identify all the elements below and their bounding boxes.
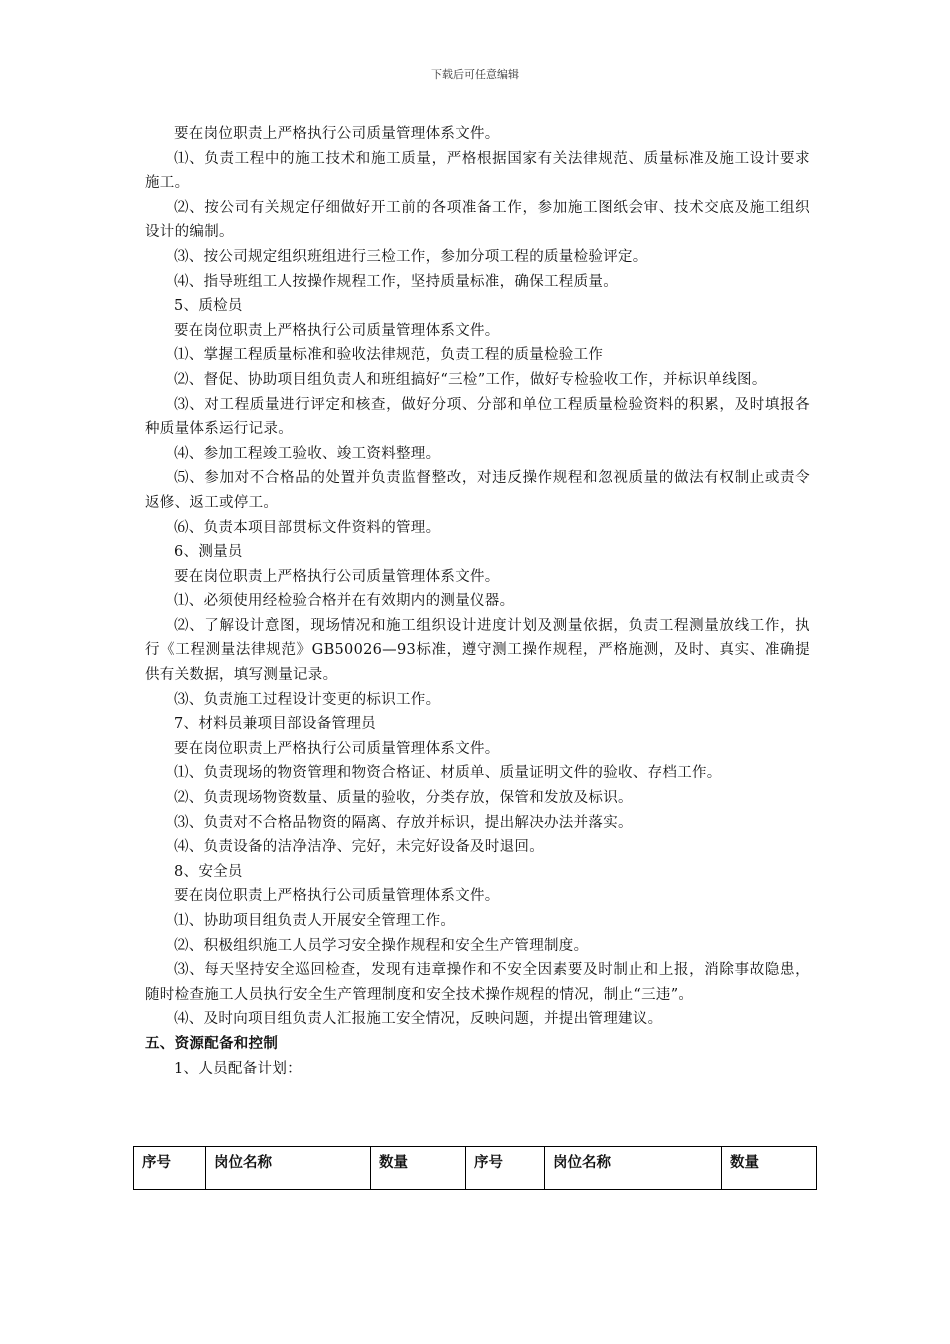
paragraph: ⑶、负责施工过程设计变更的标识工作。	[174, 691, 441, 708]
paragraph: ⑶、对工程质量进行评定和核查，做好分项、分部和单位工程质量检验资料的积累，及时填报各种质量体系运行记录。	[145, 396, 810, 438]
paragraph: ⑵、了解设计意图，现场情况和施工组织设计进度计划及测量依据，负责工程测量放线工作，执行《工程测量法律规范》GB50026—93标准，遵守测工操作规程，严格施测，及时、真实、准确提供有关数据，填写测量记录。	[145, 617, 810, 684]
paragraph: ⑶、每天坚持安全巡回检查，发现有违章操作和不安全因素要及时制止和上报，消除事故隐患，随时检查施工人员执行安全生产管理制度和安全技术操作规程的情况，制止“三违”。	[145, 962, 810, 1003]
role-heading: 7、材料员兼项目部设备管理员	[174, 716, 376, 733]
paragraph: ⑵、按公司有关规定仔细做好开工前的各项准备工作，参加施工图纸会审、技术交底及施工组织设计的编制。	[145, 199, 810, 241]
table-header-row	[134, 1147, 817, 1190]
role-heading: 6、测量员	[174, 544, 243, 561]
paragraph: ⑷、指导班组工人按操作规程工作，坚持质量标准，确保工程质量。	[174, 273, 618, 290]
paragraph: ⑵、积极组织施工人员学习安全操作规程和安全生产管理制度。	[174, 937, 589, 954]
header-cell-quantity: 数量	[722, 1147, 817, 1190]
paragraph: ⑵、督促、协助项目组负责人和班组搞好“三检”工作，做好专检验收工作，并标识单线图。	[174, 371, 767, 388]
header-cell-position: 岗位名称	[545, 1147, 722, 1190]
header-cell-position: 岗位名称	[206, 1147, 371, 1190]
section-title: 五、资源配备和控制	[145, 1034, 279, 1052]
paragraph: ⑵、负责现场物资数量、质量的验收，分类存放，保管和发放及标识。	[174, 790, 633, 807]
document-body	[145, 122, 810, 1081]
paragraph: 要在岗位职责上严格执行公司质量管理体系文件。	[174, 888, 500, 905]
paragraph: ⑸、参加对不合格品的处置并负责监督整改，对违反操作规程和忽视质量的做法有权制止或责令返修、返工或停工。	[145, 470, 810, 511]
paragraph: ⑴、协助项目组负责人开展安全管理工作。	[174, 913, 456, 929]
paragraph: 要在岗位职责上严格执行公司质量管理体系文件。	[174, 568, 500, 585]
paragraph: ⑴、负责工程中的施工技术和施工质量，严格根据国家有关法律规范、质量标准及施工设计要求施工。	[145, 150, 810, 192]
header-cell-quantity: 数量	[371, 1147, 466, 1190]
paragraph: ⑷、负责设备的洁净洁净、完好，未完好设备及时退回。	[174, 839, 544, 856]
paragraph: 要在岗位职责上严格执行公司质量管理体系文件。	[174, 126, 500, 142]
paragraph: ⑶、按公司规定组织班组进行三检工作，参加分项工程的质量检验评定。	[174, 248, 648, 265]
paragraph: 要在岗位职责上严格执行公司质量管理体系文件。	[174, 322, 500, 339]
paragraph: ⑹、负责本项目部贯标文件资料的管理。	[174, 519, 441, 536]
paragraph: ⑴、负责现场的物资管理和物资合格证、材质单、质量证明文件的验收、存档工作。	[174, 765, 722, 782]
header-cell-index: 序号	[134, 1147, 206, 1190]
role-heading: 8、安全员	[174, 863, 243, 880]
subsection-title: 1、人员配备计划：	[174, 1060, 302, 1077]
staffing-plan-table	[133, 1146, 817, 1190]
paragraph: ⑷、参加工程竣工验收、竣工资料整理。	[174, 445, 441, 462]
role-heading: 5、质检员	[174, 298, 243, 315]
paragraph: ⑴、掌握工程质量标准和验收法律规范，负责工程的质量检验工作	[174, 347, 604, 364]
paragraph: 要在岗位职责上严格执行公司质量管理体系文件。	[174, 740, 500, 757]
header-cell-index: 序号	[466, 1147, 545, 1190]
paragraph: ⑷、及时向项目组负责人汇报施工安全情况，反映问题，并提出管理建议。	[174, 1011, 663, 1028]
paragraph: ⑶、负责对不合格品物资的隔离、存放并标识，提出解决办法并落实。	[174, 814, 633, 831]
paragraph: ⑴、必须使用经检验合格并在有效期内的测量仪器。	[174, 593, 515, 610]
page-header: 下载后可任意编辑	[431, 68, 519, 81]
